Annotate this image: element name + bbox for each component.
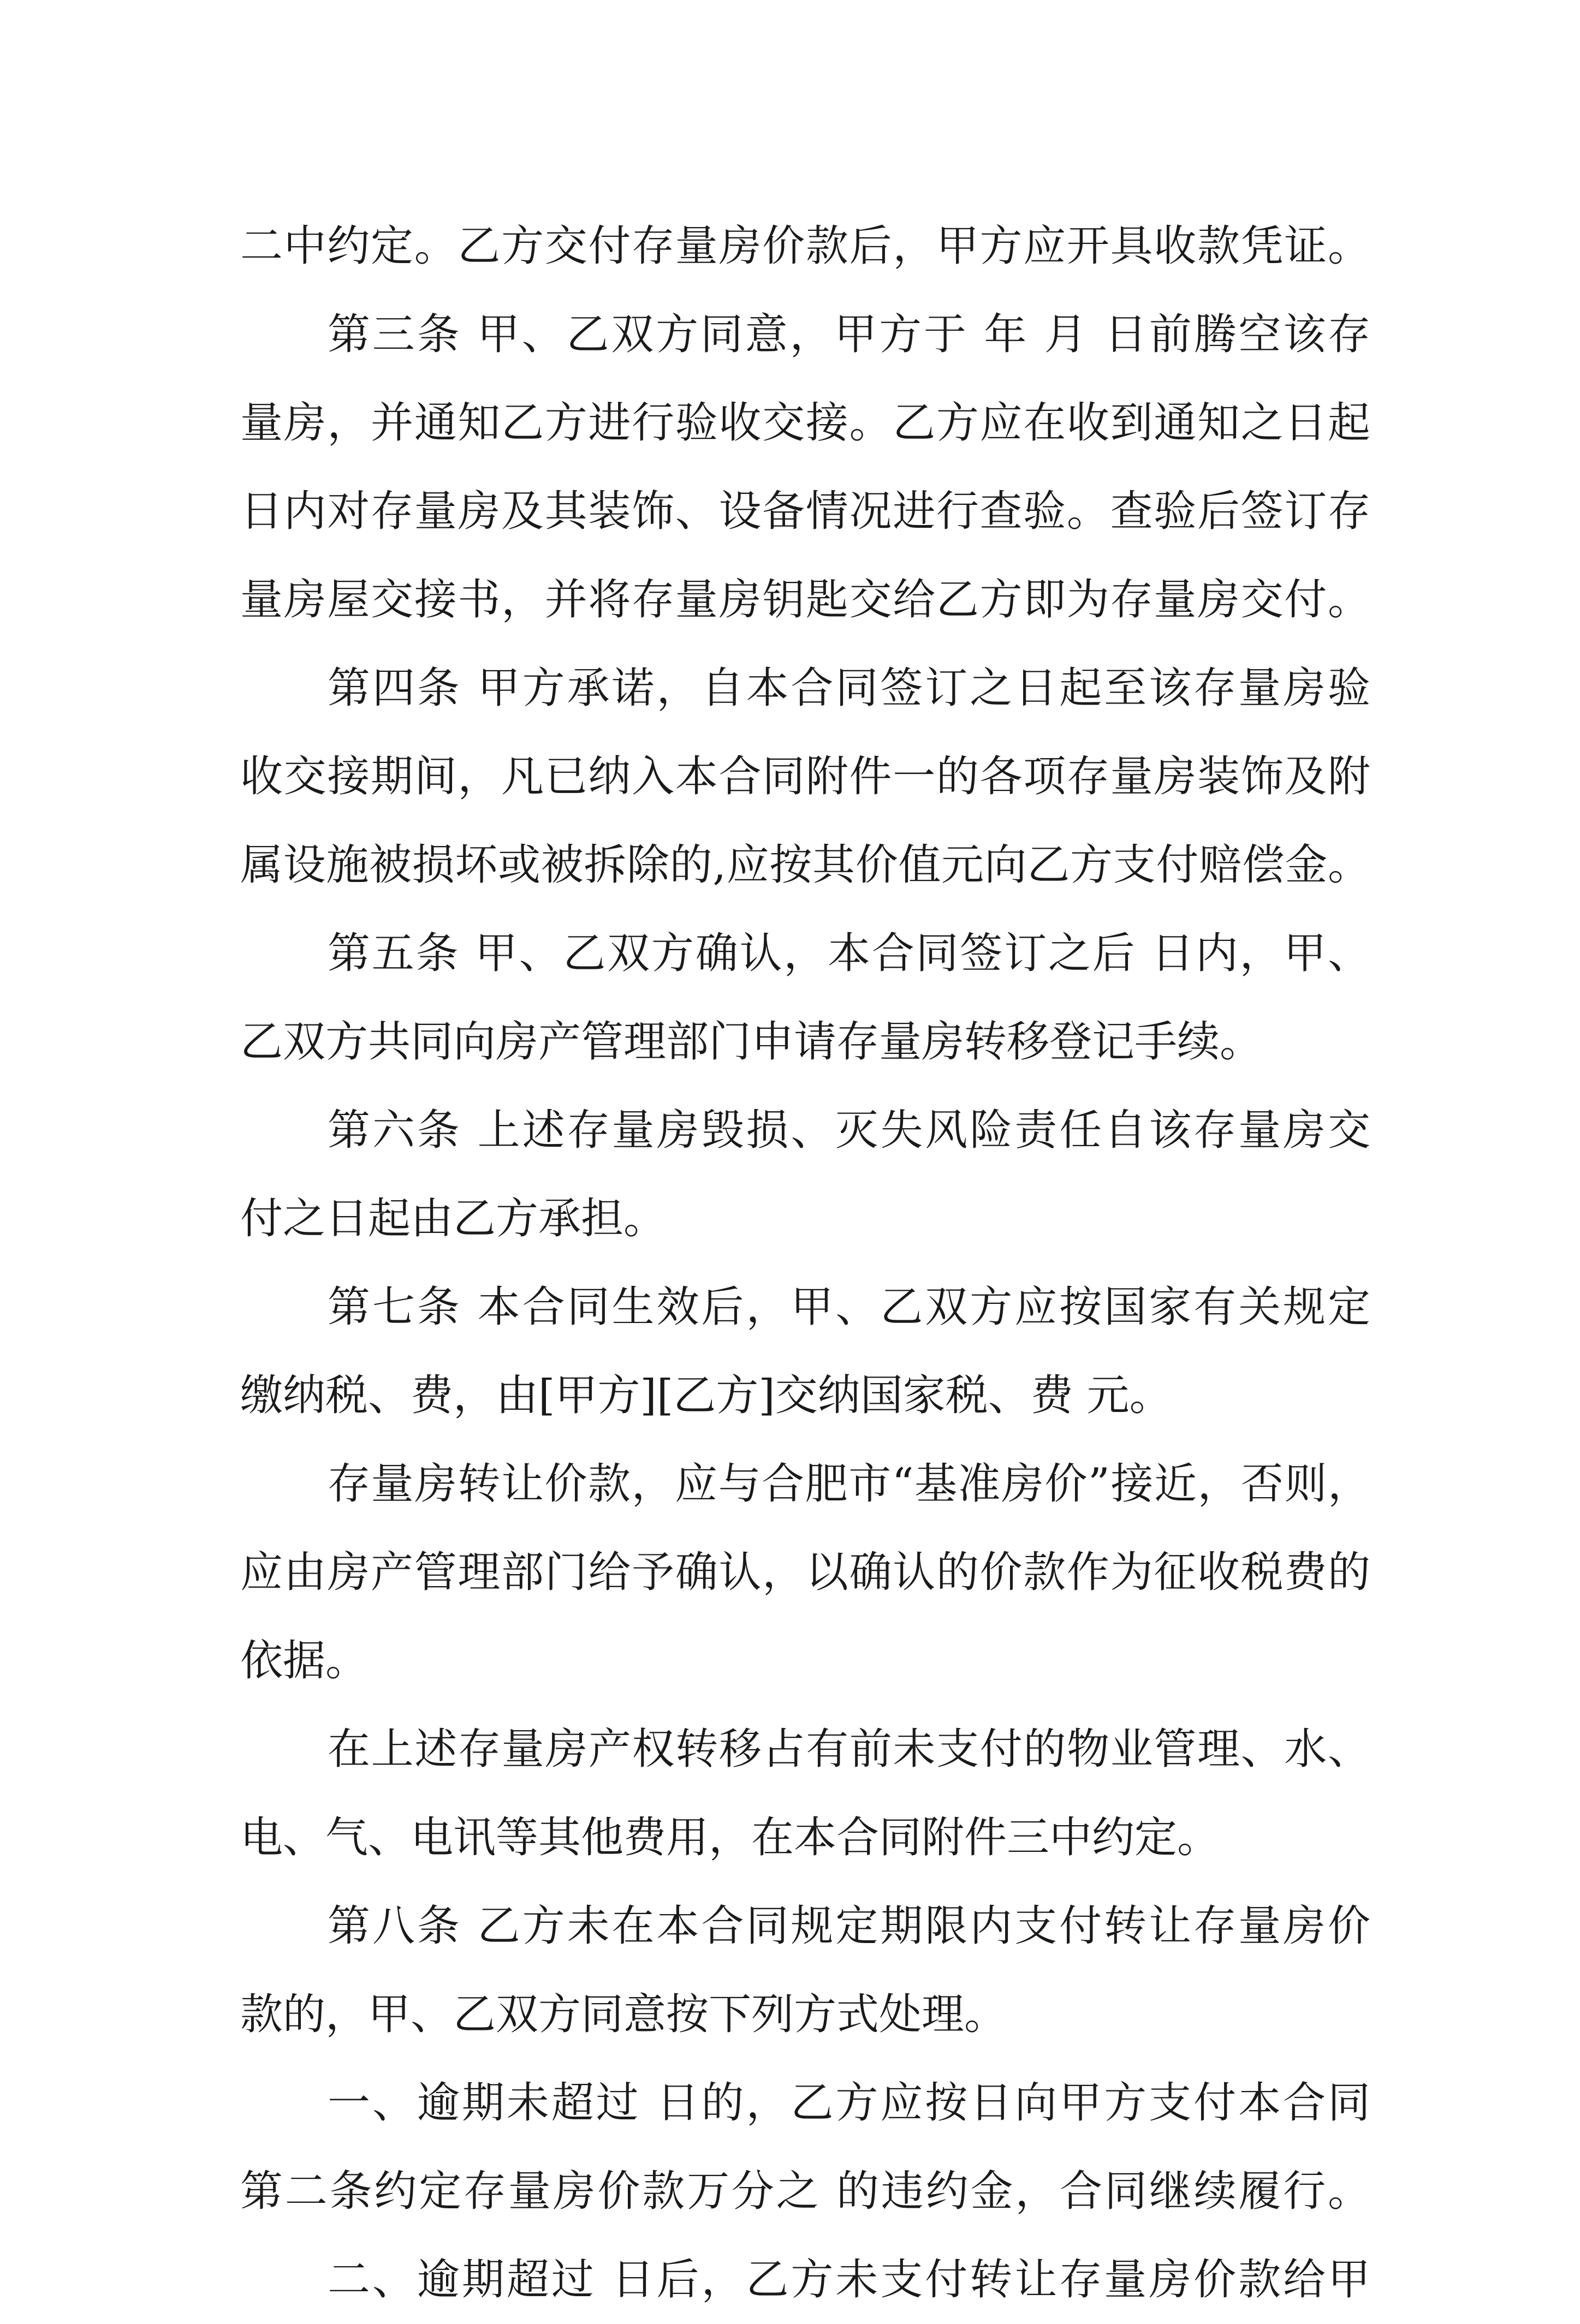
text-line: 二、逾期超过 日后，乙方未支付转让存量房价款给甲: [328, 2255, 1370, 2304]
text-line: 电、气、电讯等其他费用，在本合同附件三中约定。: [240, 1813, 1220, 1862]
document-body: [240, 202, 1370, 2324]
text-line: 日内对存量房及其装饰、设备情况进行查验。查验后签订存: [240, 487, 1370, 536]
text-line: 量房屋交接书，并将存量房钥匙交给乙方即为存量房交付。: [240, 575, 1370, 624]
text-line: 第二条约定存量房价款万分之 的违约金，合同继续履行。: [240, 2167, 1370, 2216]
text-line: 第六条 上述存量房毁损、灭失风险责任自该存量房交: [328, 1106, 1370, 1155]
text-line: 依据。: [240, 1636, 369, 1685]
text-line: 收交接期间，凡已纳入本合同附件一的各项存量房装饰及附: [240, 752, 1370, 801]
text-line: 一、逾期未超过 日的，乙方应按日向甲方支付本合同: [328, 2078, 1370, 2128]
text-line: 款的，甲、乙双方同意按下列方式处理。: [240, 1990, 1007, 2039]
text-line: 第四条 甲方承诺，自本合同签订之日起至该存量房验: [328, 664, 1370, 713]
text-line: 二中约定。乙方交付存量房价款后，甲方应开具收款凭证。: [240, 222, 1370, 271]
text-line: 应由房产管理部门给予确认，以确认的价款作为征收税费的: [240, 1548, 1370, 1597]
text-line: 第七条 本合同生效后，甲、乙双方应按国家有关规定: [328, 1283, 1370, 1332]
text-line: 第五条 甲、乙双方确认，本合同签订之后 日内，甲、: [328, 929, 1370, 978]
text-line: 属设施被损坏或被拆除的,应按其价值元向乙方支付赔偿金。: [240, 841, 1370, 890]
text-line: 存量房转让价款，应与合肥市“基准房价”接近，否则，: [328, 1459, 1370, 1509]
text-line: 量房，并通知乙方进行验收交接。乙方应在收到通知之日起: [240, 398, 1370, 448]
text-line: 第三条 甲、乙双方同意，甲方于 年 月 日前腾空该存: [328, 310, 1370, 359]
text-line: 付之日起由乙方承担。: [240, 1194, 667, 1243]
text-line: 在上述存量房产权转移占有前未支付的物业管理、水、: [328, 1725, 1370, 1774]
text-line: 乙双方共同向房产管理部门申请存量房转移登记手续。: [240, 1017, 1263, 1066]
text-line: 缴纳税、费，由[甲方][乙方]交纳国家税、费 元。: [240, 1371, 1172, 1420]
text-line: 第八条 乙方未在本合同规定期限内支付转让存量房价: [328, 1902, 1370, 1951]
